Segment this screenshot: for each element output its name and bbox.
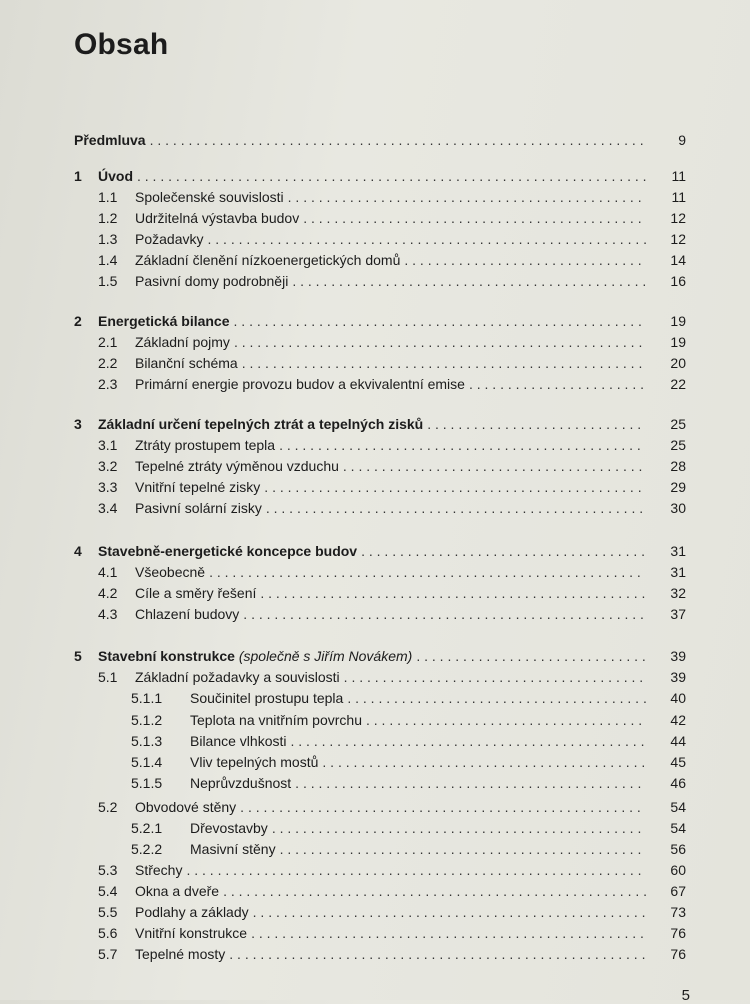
dot-leader: [251, 923, 646, 943]
toc-entry-number: 2: [74, 313, 82, 329]
toc-entry-page: 40: [670, 690, 686, 706]
toc-entry-number: 2.2: [98, 355, 118, 371]
dot-leader: [209, 562, 646, 582]
dot-leader: [343, 456, 646, 476]
toc-entry-page: 31: [670, 543, 686, 559]
toc-entry: [0, 541, 750, 561]
toc-entry-page: 60: [670, 862, 686, 878]
dot-leader: [260, 583, 646, 603]
toc-entry-title: Stavebně-energetické koncepce budov: [98, 543, 358, 559]
dot-leader: [279, 435, 646, 455]
toc-entry-title: Masivní stěny: [190, 841, 276, 857]
toc-entry: [0, 752, 750, 772]
toc-entry-page: 29: [670, 479, 686, 495]
toc-entry-title: Tepelné mosty: [135, 946, 226, 962]
toc-entry-page: 54: [670, 799, 686, 815]
toc-entry-title: Základní pojmy: [135, 334, 230, 350]
toc-entry: [0, 583, 750, 603]
toc-entry-page: 56: [670, 841, 686, 857]
toc-entry-title: Stavební konstrukce (společně s Jiřím Novákem): [98, 648, 413, 664]
toc-entry-page: 25: [670, 437, 686, 453]
toc-entry-title: Dřevostavby: [190, 820, 268, 836]
toc-entry-page: 32: [670, 585, 686, 601]
toc-entry-title: Energetická bilance: [98, 313, 230, 329]
toc-entry-number: 5.5: [98, 904, 118, 920]
dot-leader: [229, 944, 646, 964]
toc-entry-number: 3.4: [98, 500, 118, 516]
dot-leader: [404, 250, 646, 270]
toc-entry-number: 5.7: [98, 946, 118, 962]
toc-entry-page: 42: [670, 712, 686, 728]
toc-entry: [0, 435, 750, 455]
toc-entry-title: Bilanční schéma: [135, 355, 238, 371]
dot-leader: [240, 797, 646, 817]
dot-leader: [150, 130, 646, 150]
dot-leader: [243, 604, 646, 624]
dot-leader: [469, 374, 646, 394]
page-number: 5: [681, 987, 690, 1004]
toc-entry-page: 76: [670, 925, 686, 941]
toc-entry-number: 5.6: [98, 925, 118, 941]
toc-entry-title: Obvodové stěny: [135, 799, 237, 815]
toc-entry: [0, 902, 750, 922]
toc-entry-title: Vnitřní tepelné zisky: [135, 479, 261, 495]
toc-entry-title: Součinitel prostupu tepla: [190, 690, 344, 706]
toc-entry-page: 67: [670, 883, 686, 899]
dot-leader: [347, 688, 646, 708]
dot-leader: [272, 818, 646, 838]
toc-entry-number: 1.3: [98, 231, 118, 247]
toc-entry: [0, 456, 750, 476]
toc-entry-page: 73: [670, 904, 686, 920]
toc-entry: [0, 710, 750, 730]
toc-entry-number: 5.2.2: [131, 841, 163, 857]
toc-entry-number: 4.3: [98, 606, 118, 622]
toc-entry-number: 5.2: [98, 799, 118, 815]
toc-entry-title: Vnitřní konstrukce: [135, 925, 248, 941]
dot-leader: [223, 881, 646, 901]
toc-entry-page: 12: [670, 231, 686, 247]
toc-entry-number: 1: [74, 168, 82, 184]
toc-entry-page: 22: [670, 376, 686, 392]
toc-entry-page: 9: [678, 132, 686, 148]
toc-entry: [0, 667, 750, 687]
toc-entry-page: 76: [670, 946, 686, 962]
toc-entry-title: Chlazení budovy: [135, 606, 240, 622]
toc-entry-page: 12: [670, 210, 686, 226]
toc-entry-number: 2.3: [98, 376, 118, 392]
toc-entry-number: 5.1.5: [131, 775, 163, 791]
dot-leader: [427, 414, 646, 434]
toc-entry-page: 37: [670, 606, 686, 622]
toc-entry-title: Podlahy a základy: [135, 904, 249, 920]
toc-entry-page: 25: [670, 416, 686, 432]
toc-entry-title: Bilance vlhkosti: [190, 733, 287, 749]
toc-entry: [0, 773, 750, 793]
toc-entry-page: 28: [670, 458, 686, 474]
toc-entry-title: Pasivní solární zisky: [135, 500, 262, 516]
toc-entry: [0, 646, 750, 666]
toc-entry-number: 2.1: [98, 334, 118, 350]
toc-entry-page: 16: [670, 273, 686, 289]
toc-entry-number: 3.3: [98, 479, 118, 495]
toc-entry: [0, 839, 750, 859]
toc-entry-number: 5: [74, 648, 82, 664]
toc-entry: [0, 271, 750, 291]
dot-leader: [295, 773, 646, 793]
dot-leader: [291, 731, 647, 751]
toc-entry-number: 4.1: [98, 564, 118, 580]
toc-entry: [0, 332, 750, 352]
toc-entry-title: Neprůvzdušnost: [190, 775, 292, 791]
toc-entry-page: 46: [670, 775, 686, 791]
dot-leader: [137, 166, 646, 186]
toc-entry: [0, 208, 750, 228]
page-title: Obsah: [74, 28, 169, 61]
dot-leader: [292, 271, 646, 291]
toc-entry-number: 5.1.3: [131, 733, 163, 749]
toc-entry-title: Okna a dveře: [135, 883, 220, 899]
toc-entry-page: 11: [671, 168, 686, 184]
toc-entry-page: 45: [670, 754, 686, 770]
toc-entry: [0, 414, 750, 434]
toc-entry: [0, 944, 750, 964]
toc-entry: [0, 353, 750, 373]
toc-entry-title: Společenské souvislosti: [135, 189, 284, 205]
toc-entry-title: Základní členění nízkoenergetických domů: [135, 252, 401, 268]
toc-entry-title: Primární energie provozu budov a ekvivalentní emise: [135, 376, 465, 392]
toc-entry: [0, 166, 750, 186]
toc-entry-number: 5.1.4: [131, 754, 163, 770]
toc-entry-number: 5.1.1: [131, 690, 163, 706]
toc-entry-number: 1.2: [98, 210, 118, 226]
dot-leader: [266, 498, 646, 518]
toc-entry-number: 4: [74, 543, 82, 559]
toc-entry-title: Udržitelná výstavba budov: [135, 210, 300, 226]
toc-entry: [0, 688, 750, 708]
toc-entry-title: Pasivní domy podrobněji: [135, 273, 289, 289]
toc-entry-number: 5.1.2: [131, 712, 163, 728]
toc-entry-page: 39: [670, 669, 686, 685]
toc-entry: [0, 498, 750, 518]
toc-entry: [0, 881, 750, 901]
toc-entry-page: 39: [670, 648, 686, 664]
dot-leader: [264, 477, 646, 497]
toc-entry-title: Předmluva: [74, 132, 146, 148]
dot-leader: [207, 229, 646, 249]
toc-entry-number: 1.4: [98, 252, 118, 268]
dot-leader: [366, 710, 646, 730]
dot-leader: [234, 311, 646, 331]
toc-entry: [0, 374, 750, 394]
toc-entry-number: 5.1: [98, 669, 118, 685]
dot-leader: [253, 902, 646, 922]
toc-entry-page: 30: [670, 500, 686, 516]
toc-entry-title: Úvod: [98, 168, 133, 184]
dot-leader: [416, 646, 646, 666]
dot-leader: [361, 541, 646, 561]
toc-entry-number: 5.4: [98, 883, 118, 899]
toc-entry-title: Teplota na vnitřním povrchu: [190, 712, 362, 728]
toc-entry-author-note: (společně s Jiřím Novákem): [238, 648, 413, 664]
toc-entry-title: Všeobecně: [135, 564, 206, 580]
toc-entry: [0, 797, 750, 817]
toc-entry-number: 5.3: [98, 862, 118, 878]
toc-entry-title: Vliv tepelných mostů: [190, 754, 319, 770]
toc-entry-number: 3: [74, 416, 82, 432]
dot-leader: [344, 667, 646, 687]
toc-entry-title: Základní požadavky a souvislosti: [135, 669, 340, 685]
toc-entry-title: Základní určení tepelných ztrát a tepelných zisků: [98, 416, 424, 432]
dot-leader: [242, 353, 646, 373]
toc-entry-page: 31: [670, 564, 686, 580]
dot-leader: [322, 752, 646, 772]
toc-entry-number: 4.2: [98, 585, 118, 601]
toc-entry-page: 19: [670, 313, 686, 329]
toc-entry-page: 11: [671, 189, 686, 205]
dot-leader: [234, 332, 646, 352]
toc-entry: [0, 818, 750, 838]
toc-entry-title: Ztráty prostupem tepla: [135, 437, 276, 453]
toc-entry-page: 44: [670, 733, 686, 749]
toc-entry-number: 3.2: [98, 458, 118, 474]
toc-entry: [0, 311, 750, 331]
toc-entry: [0, 731, 750, 751]
toc-entry: [0, 130, 750, 150]
toc-entry: [0, 187, 750, 207]
toc-entry-title: Požadavky: [135, 231, 204, 247]
toc-entry-number: 1.1: [98, 189, 118, 205]
toc-entry-title: Tepelné ztráty výměnou vzduchu: [135, 458, 339, 474]
toc-entry: [0, 923, 750, 943]
toc-entry-title: Cíle a směry řešení: [135, 585, 257, 601]
toc-entry: [0, 604, 750, 624]
toc-entry-page: 14: [670, 252, 686, 268]
toc-entry: [0, 860, 750, 880]
dot-leader: [280, 839, 646, 859]
toc-entry-page: 19: [670, 334, 686, 350]
toc-entry-title: Střechy: [135, 862, 183, 878]
dot-leader: [288, 187, 646, 207]
toc-entry: [0, 250, 750, 270]
toc-entry-number: 3.1: [98, 437, 118, 453]
dot-leader: [186, 860, 646, 880]
toc-entry-page: 20: [670, 355, 686, 371]
toc-entry: [0, 229, 750, 249]
toc-entry: [0, 562, 750, 582]
toc-entry-number: 5.2.1: [131, 820, 163, 836]
toc-entry: [0, 477, 750, 497]
dot-leader: [303, 208, 646, 228]
toc-entry-number: 1.5: [98, 273, 118, 289]
toc-entry-page: 54: [670, 820, 686, 836]
